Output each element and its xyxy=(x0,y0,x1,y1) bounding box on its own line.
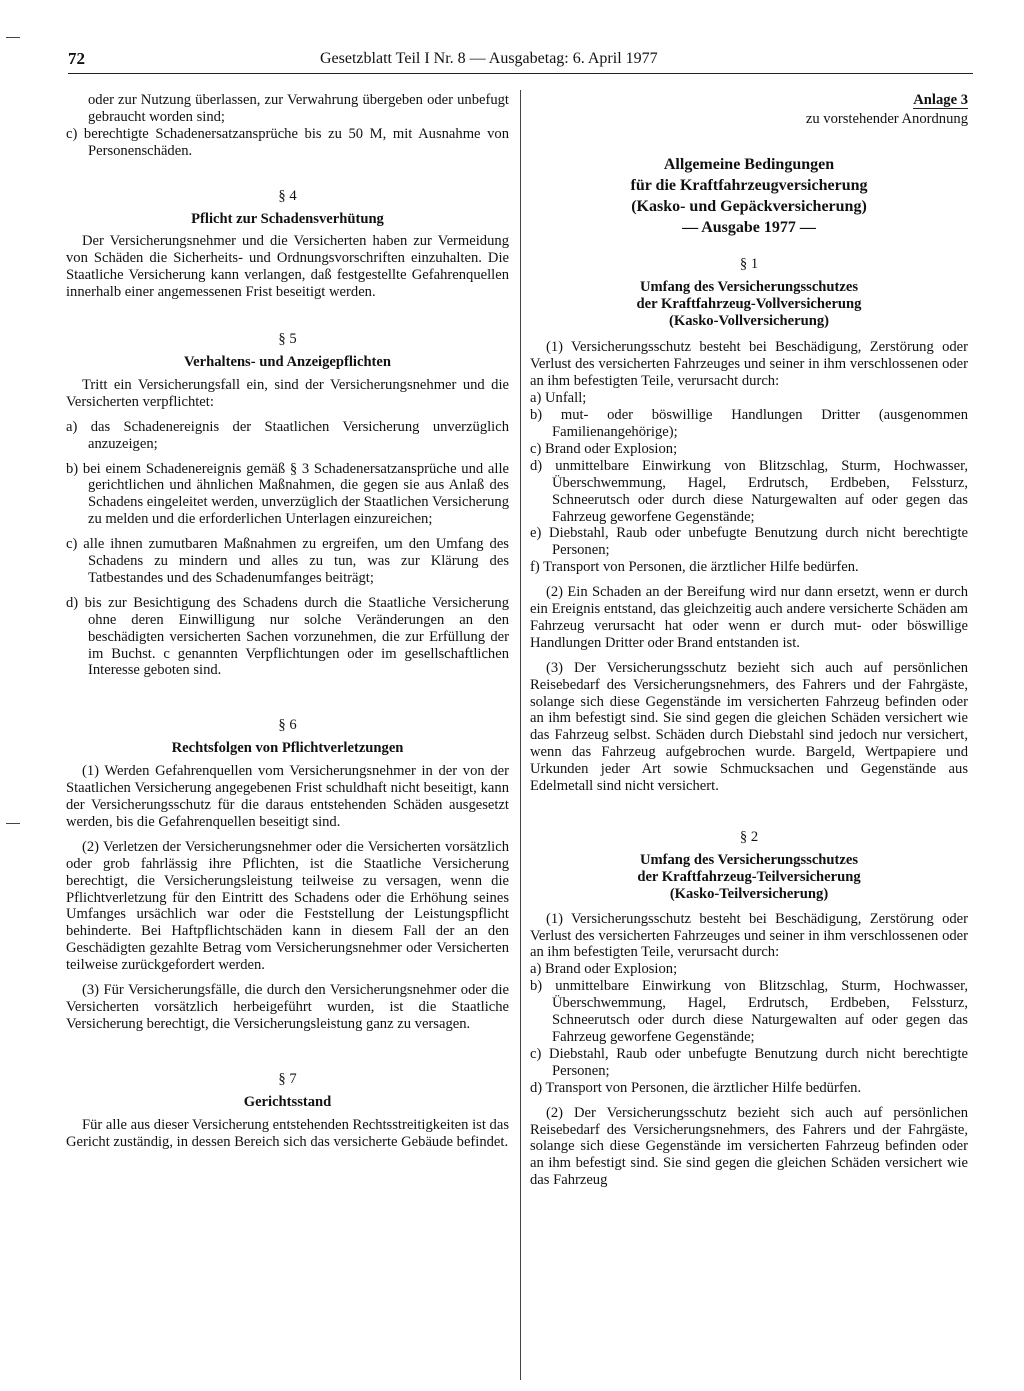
section-number-4: § 4 xyxy=(278,187,297,204)
section-6-para-2: (2) Verletzen der Versicherungsnehmer oder die Versicherten vorsätzlich oder grob fahrlässig ihre Pflichten, ist die Staatliche Versicherung berechtigt, die Versicherungsleistung teilweise zu versagen, wenn die Pflichtverletzung für den Eintritt des Schadens oder die Erhöhung seines Umfanges ursächlich war oder die Feststellung der Leistungspflicht behinderte. Bei Haftpflichtschäden kann in diesem Fall der an den Geschädigten gezahlte Betrag vom Versicherungsnehmer oder Versicherten teilweise zurückgefordert werden. xyxy=(66,838,509,974)
section-number-2: § 2 xyxy=(739,829,759,845)
section-6-para-3: (3) Für Versicherungsfälle, die durch den Versicherungsnehmer oder die Versicherten vorsätzlich herbeigeführt wurden, ist die Staatliche Versicherung berechtigt, die Versicherungsleistung ganz zu versagen. xyxy=(66,982,509,1032)
margin-mark xyxy=(6,823,20,824)
section-1-para-1: (1) Versicherungsschutz besteht bei Beschädigung, Zerstörung oder Verlust des versicherten Fahrzeuges und seiner in ihm verschlossenen oder an ihm befestigten Teile, verursacht durch: xyxy=(530,339,968,390)
section-2-para-1: (1) Versicherungsschutz besteht bei Beschädigung, Zerstörung oder Verlust des versicherten Fahrzeuges und seiner in ihm verschlossenen oder an ihm befestigten Teile, verursacht durch: xyxy=(530,910,968,961)
section-1-item-b: b) mut- oder böswillige Handlungen Dritter (ausgenommen Familienangehörige); xyxy=(530,407,968,440)
section-2-item-b: b) unmittelbare Einwirkung von Blitzschlag, Sturm, Hochwasser, Überschwemmung, Hagel, Erdrutsch, Erdbeben, Felssturz, Schneerutsch oder durch diese Naturgewalten auf oder gegen das Fahrzeug geworfene Gegenstände; xyxy=(530,978,968,1045)
section-heading-7: Gerichtsstand xyxy=(243,1093,332,1110)
section-5-item-c: c) alle ihnen zumutbaren Maßnahmen zu ergreifen, um den Umfang des Schadens zu mindern und alles zu tun, was zur Klärung des Tatbestandes und des Schadenumfanges beiträgt; xyxy=(66,536,509,586)
page-number: 72 xyxy=(68,49,85,68)
title-line-3: (Kasko- und Gepäckversicherung) xyxy=(631,197,867,215)
page-header xyxy=(68,49,973,75)
section-4-text: Der Versicherungsnehmer und die Versicherten haben zur Vermeidung von Schäden die Sicherheits- und Ordnungsvorschriften einzuhalten. Die Staatliche Versicherung kann verlangen, daß festgestellte Gefahrenquellen innerhalb einer angemessenen Frist beseitigt werden. xyxy=(66,233,509,301)
header-rule xyxy=(68,73,973,74)
title-line-2: für die Kraftfahrzeugversicherung xyxy=(630,176,868,194)
annex-label-text: Anlage 3 xyxy=(913,92,968,108)
section-heading-2 xyxy=(530,852,968,903)
column-divider xyxy=(520,90,521,1380)
section-2-item-a: a) Brand oder Explosion; xyxy=(530,961,678,978)
section-1-item-e: e) Diebstahl, Raub oder unbefugte Benutzung durch nicht berechtigte Personen; xyxy=(530,525,968,559)
section-number-1: § 1 xyxy=(739,255,759,272)
gazette-title: Gesetzblatt Teil I Nr. 8 — Ausgabetag: 6. April 1977 xyxy=(320,50,658,67)
section-1-heading-line-3: (Kasko-Vollversicherung) xyxy=(669,312,829,329)
section-1-heading-line-2: der Kraftfahrzeug-Vollversicherung xyxy=(636,295,862,312)
continued-item-c: c) berechtigte Schadenersatzansprüche bis zu 50 M, mit Ausnahme von Personenschäden. xyxy=(66,125,509,159)
section-1-item-c: c) Brand oder Explosion; xyxy=(530,440,678,457)
section-1-heading-line-1: Umfang des Versicherungsschutzes xyxy=(639,278,859,295)
section-2-heading-line-1: Umfang des Versicherungsschutzes xyxy=(639,851,859,868)
section-2-item-c: c) Diebstahl, Raub oder unbefugte Benutzung durch nicht berechtigte Personen; xyxy=(530,1045,968,1079)
section-heading-6: Rechtsfolgen von Pflichtverletzungen xyxy=(171,740,404,757)
section-1-item-d: d) unmittelbare Einwirkung von Blitzschlag, Sturm, Hochwasser, Überschwemmung, Hagel, Erdrutsch, Erdbeben, Felssturz, Schneerutsch oder durch diese Naturgewalten auf oder gegen das Fahrzeug geworfene Gegenstände; xyxy=(530,457,968,525)
annex-subtitle: zu vorstehender Anordnung xyxy=(805,110,968,127)
section-2-heading-line-2: der Kraftfahrzeug-Teilversicherung xyxy=(637,868,861,885)
section-5-item-a: a) das Schadenereignis der Staatlichen Versicherung unverzüglich anzuzeigen; xyxy=(66,418,509,452)
section-5-item-b: b) bei einem Schadenereignis gemäß § 3 Schadenersatzansprüche und alle gerichtlichen und ähnlichen Maßnahmen, die gegen sie aus Anlaß des Schadens eingeleitet werden, unverzüglich der Staatlichen Versicherung zu melden und die erforderlichen Unterlagen einzureichen; xyxy=(66,460,509,528)
left-column xyxy=(66,92,509,1150)
section-number-6: § 6 xyxy=(278,717,297,734)
section-1-item-f: f) Transport von Personen, die ärztlicher Hilfe bedürfen. xyxy=(530,559,859,576)
continued-item-b: oder zur Nutzung überlassen, zur Verwahrung übergeben oder unbefugt gebraucht worden sind; xyxy=(88,92,509,125)
section-number-5: § 5 xyxy=(278,331,297,348)
section-2-item-d: d) Transport von Personen, die ärztlicher Hilfe bedürfen. xyxy=(530,1079,862,1096)
annex-label xyxy=(530,92,968,109)
section-5-intro: Tritt ein Versicherungsfall ein, sind der Versicherungsnehmer und die Versicherten verpflichtet: xyxy=(66,376,509,410)
section-heading-1 xyxy=(530,279,968,330)
title-line-1: Allgemeine Bedingungen xyxy=(663,155,835,173)
section-6-para-1: (1) Werden Gefahrenquellen vom Versicherungsnehmer in der von der Staatlichen Versicherung angegebenen Frist schuldhaft nicht beseitigt, kann der Versicherungsschutz für die daraus entstehenden Schäden ausgesetzt werden, bis die Gefahrenquellen beseitigt sind. xyxy=(66,763,509,830)
section-5-item-d: d) bis zur Besichtigung des Schadens durch die Staatliche Versicherung ohne deren Einwilligung nur solche Veränderungen an den beschädigten versicherten Sachen vorzunehmen, die zur Erfüllung der im Buchst. c genannten Verpflichtungen oder im gesellschaftlichen Interesse geboten sind. xyxy=(66,594,509,679)
section-2-para-2: (2) Der Versicherungsschutz bezieht sich auch auf persönlichen Reisebedarf des Versicherungsnehmers, des Fahrers und der Fahrgäste, solange sich diese Gegenstände im versicherten Fahrzeug befinden oder an ihm befestigt sind. Sie sind gegen die gleichen Schäden versichert wie das Fahrzeug xyxy=(530,1104,968,1189)
section-heading-5: Verhaltens- und Anzeigepflichten xyxy=(183,353,392,370)
section-2-heading-line-3: (Kasko-Teilversicherung) xyxy=(669,885,829,902)
section-number-7: § 7 xyxy=(278,1070,297,1087)
section-1-para-2: (2) Ein Schaden an der Bereifung wird nur dann ersetzt, wenn er durch ein Ereignis entstand, das gleichzeitig auch andere versicherte Schäden am Fahrzeug verursacht hat oder wenn er durch mut- oder böswillige Handlungen Dritter oder Brand entstanden ist. xyxy=(530,584,968,651)
section-7-text: Für alle aus dieser Versicherung entstehenden Rechtsstreitigkeiten ist das Gericht zuständig, in dessen Bereich sich das versicherte Gebäude befindet. xyxy=(66,1116,509,1150)
right-column xyxy=(530,92,968,1189)
section-1-para-3: (3) Der Versicherungsschutz bezieht sich auch auf persönlichen Reisebedarf des Versicherungsnehmers, des Fahrers und der Fahrgäste, solange sich diese Gegenstände im versicherten Fahrzeug befinden oder an ihm befestigt sind. Sie sind gegen die gleichen Schäden versichert wie das Fahrzeug selbst. Schäden durch Diebstahl sind jedoch nur versichert, wenn das Fahrzeug aufgebrochen wurde. Bargeld, Wertpapiere und Urkunden jeder Art sowie Schmucksachen und Gegenstände aus Edelmetall sind nicht versichert. xyxy=(530,659,968,795)
section-1-item-a: a) Unfall; xyxy=(530,390,587,407)
title-line-4: — Ausgabe 1977 — xyxy=(682,218,816,236)
section-heading-4: Pflicht zur Schadensverhütung xyxy=(191,210,384,227)
margin-mark xyxy=(6,37,20,38)
document-title xyxy=(530,154,968,238)
